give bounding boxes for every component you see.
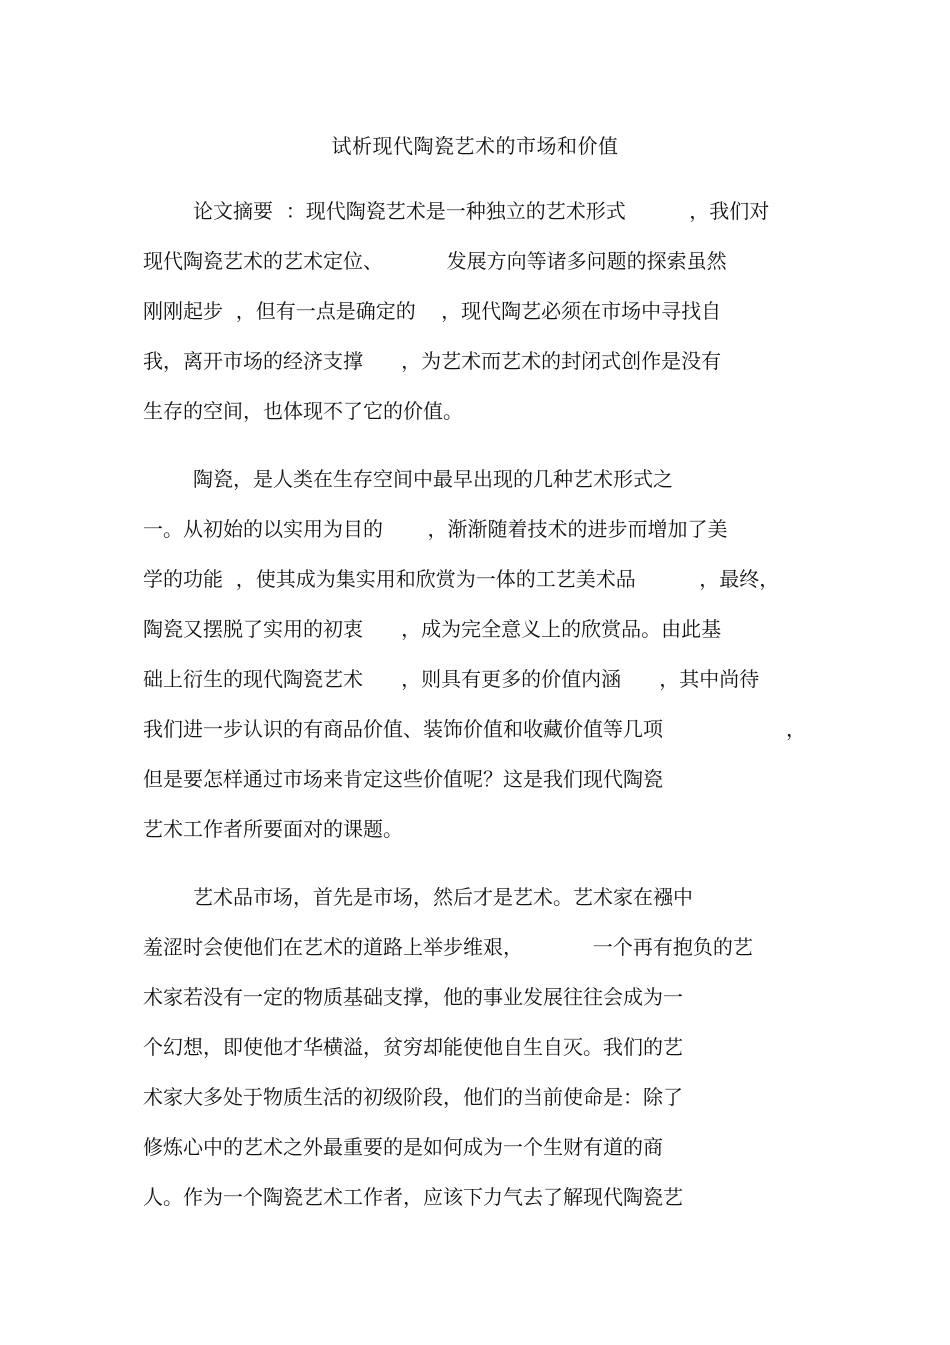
- paragraph-1-line-1: 论文摘要 ：现代陶瓷艺术是一种独立的艺术形式 ，我们对: [193, 199, 770, 223]
- paragraph-3-line-2: 羞涩时会使他们在艺术的道路上举步维艰， 一个再有抱负的艺: [143, 935, 753, 959]
- paragraph-3-line-7: 人。作为一个陶瓷艺术工作者，应该下力气去了解现代陶瓷艺: [143, 1185, 683, 1209]
- paragraph-2-trailing-comma: ，: [786, 717, 806, 741]
- paragraph-2-line-6: 我们进一步认识的有商品价值、装饰价值和收藏价值等几项: [143, 717, 663, 741]
- paragraph-3-line-4: 个幻想，即使他才华横溢，贫穷却能使他自生自灭。我们的艺: [143, 1035, 683, 1059]
- paragraph-1-line-5: 生存的空间，也体现不了它的价值。: [143, 399, 463, 423]
- paragraph-3-line-3: 术家若没有一定的物质基础支撑，他的事业发展往往会成为一: [143, 985, 683, 1009]
- paragraph-2-line-1: 陶瓷，是人类在生存空间中最早出现的几种艺术形式之: [193, 467, 673, 491]
- paragraph-2-line-3: 学的功能 ，使其成为集实用和欣赏为一体的工艺美术品 ，最终，: [143, 567, 780, 591]
- paragraph-1-line-3: 刚刚起步 ，但有一点是确定的 ，现代陶艺必须在市场中寻找自: [143, 299, 722, 323]
- paragraph-2-line-2: 一。从初始的以实用为目的 ，渐渐随着技术的进步而增加了美: [143, 517, 728, 541]
- document-title: 试析现代陶瓷艺术的市场和价值: [331, 134, 619, 158]
- paragraph-2-line-5: 础上衍生的现代陶瓷艺术 ，则具有更多的价值内涵 ，其中尚待: [143, 667, 760, 691]
- paragraph-2-line-8: 艺术工作者所要面对的课题。: [143, 817, 403, 841]
- paragraph-3-line-6: 修炼心中的艺术之外最重要的是如何成为一个生财有道的商: [143, 1135, 663, 1159]
- paragraph-3-line-5: 术家大多处于物质生活的初级阶段，他们的当前使命是：除了: [143, 1085, 683, 1109]
- paragraph-2-line-4: 陶瓷又摆脱了实用的初衷 ，成为完全意义上的欣赏品。由此基: [143, 617, 722, 641]
- paragraph-3-line-1: 艺术品市场，首先是市场，然后才是艺术。艺术家在襁中: [193, 885, 693, 909]
- paragraph-2-line-7: 但是要怎样通过市场来肯定这些价值呢？这是我们现代陶瓷: [143, 767, 663, 791]
- paragraph-1-line-4: 我，离开市场的经济支撑 ，为艺术而艺术的封闭式创作是没有: [143, 349, 722, 373]
- paragraph-1-line-2: 现代陶瓷艺术的艺术定位、 发展方向等诸多问题的探索虽然: [143, 249, 727, 273]
